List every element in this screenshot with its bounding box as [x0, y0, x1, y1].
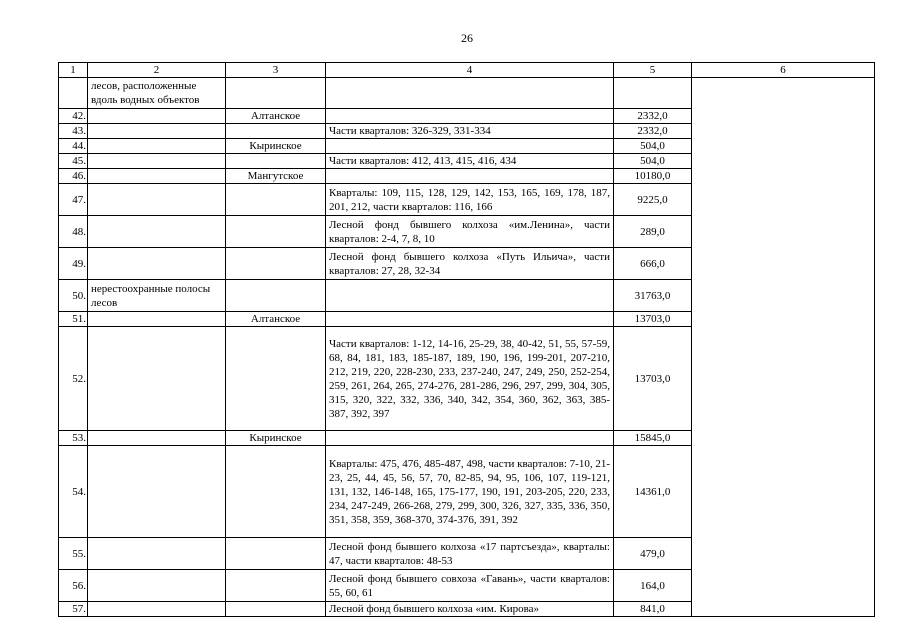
- col-header: 1: [59, 63, 88, 78]
- row-number: 55.: [59, 538, 88, 570]
- row-number: 47.: [59, 184, 88, 216]
- forestry-name: Мангутское: [226, 169, 326, 184]
- location-description: Части кварталов: 1-12, 14-16, 25-29, 38, 40-42, 51, 55, 57-59, 68, 84, 181, 183, 185-187, 189, 190, 196, 199-201, 207-210, 212, 219, 220, 228-230, 233, 237-240, 247, 249, 250, 252-254, 259, 261, 264, 265, 274-276, 281-286, 296, 297, 299, 304, 305, 315, 320, 322, 332, 336, 340, 342, 354, 360, 362, 363, 385-387, 392, 397: [326, 327, 614, 431]
- forest-table: [58, 62, 875, 617]
- area-value: 504,0: [614, 154, 692, 169]
- row-number: 57.: [59, 602, 88, 617]
- protection-category: лесов, расположенные вдоль водных объектов: [88, 78, 226, 109]
- forestry-name: [226, 248, 326, 280]
- forestry-name: [226, 327, 326, 431]
- protection-category: [88, 169, 226, 184]
- page-number: 26: [461, 31, 473, 45]
- forestry-name: [226, 602, 326, 617]
- area-value: 14361,0: [614, 446, 692, 538]
- location-description: [326, 169, 614, 184]
- location-description: Лесной фонд бывшего колхоза «им. Кирова»: [326, 602, 614, 617]
- protection-category: [88, 570, 226, 602]
- forestry-name: [226, 446, 326, 538]
- area-value: 31763,0: [614, 280, 692, 312]
- protection-category: [88, 124, 226, 139]
- protection-category: [88, 431, 226, 446]
- row-number: 49.: [59, 248, 88, 280]
- forestry-name: [226, 184, 326, 216]
- protection-category: [88, 538, 226, 570]
- location-description: [326, 431, 614, 446]
- area-value: 289,0: [614, 216, 692, 248]
- row-number: 46.: [59, 169, 88, 184]
- row-number: 43.: [59, 124, 88, 139]
- row-number: 45.: [59, 154, 88, 169]
- location-description: Кварталы: 475, 476, 485-487, 498, части кварталов: 7-10, 21-23, 25, 44, 45, 56, 57, 70, 82-85, 94, 95, 106, 107, 119-121, 131, 132, 146-148, 165, 175-177, 190, 191, 203-205, 220, 233, 234, 247-249, 266-268, 279, 299, 300, 326, 327, 335, 336, 350, 351, 358, 359, 368-370, 374-376, 391, 392: [326, 446, 614, 538]
- location-description: [326, 280, 614, 312]
- area-value: 13703,0: [614, 327, 692, 431]
- area-value: [614, 78, 692, 109]
- forestry-name: Кыринское: [226, 139, 326, 154]
- row-number: 42.: [59, 109, 88, 124]
- protection-category: [88, 139, 226, 154]
- row-number: 56.: [59, 570, 88, 602]
- col-header: 3: [226, 63, 326, 78]
- table-row: [59, 78, 875, 109]
- area-value: 841,0: [614, 602, 692, 617]
- forestry-name: Алтанское: [226, 109, 326, 124]
- row-number: 44.: [59, 139, 88, 154]
- forestry-name: [226, 570, 326, 602]
- forestry-name: [226, 154, 326, 169]
- area-value: 479,0: [614, 538, 692, 570]
- forestry-name: [226, 124, 326, 139]
- location-description: Лесной фонд бывшего колхоза «им.Ленина», части кварталов: 2-4, 7, 8, 10: [326, 216, 614, 248]
- protection-category: [88, 248, 226, 280]
- protection-category: [88, 109, 226, 124]
- area-value: 13703,0: [614, 312, 692, 327]
- forestry-name: Алтанское: [226, 312, 326, 327]
- area-value: 164,0: [614, 570, 692, 602]
- row-number: [59, 78, 88, 109]
- row-number: 50.: [59, 280, 88, 312]
- row-number: 52.: [59, 327, 88, 431]
- area-value: 2332,0: [614, 109, 692, 124]
- col-header: 4: [326, 63, 614, 78]
- table-header-row: [59, 63, 875, 78]
- protection-category: [88, 602, 226, 617]
- location-description: Части кварталов: 412, 413, 415, 416, 434: [326, 154, 614, 169]
- protection-category: [88, 154, 226, 169]
- forestry-name: [226, 216, 326, 248]
- protection-category: [88, 184, 226, 216]
- protection-category: [88, 216, 226, 248]
- column-6-cell: [692, 78, 875, 617]
- location-description: Части кварталов: 326-329, 331-334: [326, 124, 614, 139]
- location-description: [326, 139, 614, 154]
- area-value: 10180,0: [614, 169, 692, 184]
- forestry-name: [226, 78, 326, 109]
- protection-category: [88, 312, 226, 327]
- row-number: 54.: [59, 446, 88, 538]
- table-body: [59, 63, 875, 617]
- row-number: 48.: [59, 216, 88, 248]
- row-number: 51.: [59, 312, 88, 327]
- area-value: 504,0: [614, 139, 692, 154]
- area-value: 15845,0: [614, 431, 692, 446]
- location-description: [326, 78, 614, 109]
- col-header: 6: [692, 63, 875, 78]
- location-description: Лесной фонд бывшего колхоза «17 партсъезда», кварталы: 47, части кварталов: 48-53: [326, 538, 614, 570]
- location-description: Лесной фонд бывшего совхоза «Гавань», части кварталов: 55, 60, 61: [326, 570, 614, 602]
- forestry-name: [226, 280, 326, 312]
- protection-category: нерестоохранные полосы лесов: [88, 280, 226, 312]
- col-header: 5: [614, 63, 692, 78]
- forestry-name: Кыринское: [226, 431, 326, 446]
- col-header: 2: [88, 63, 226, 78]
- location-description: [326, 312, 614, 327]
- area-value: 666,0: [614, 248, 692, 280]
- area-value: 9225,0: [614, 184, 692, 216]
- location-description: Кварталы: 109, 115, 128, 129, 142, 153, 165, 169, 178, 187, 201, 212, части кварталов: 116, 166: [326, 184, 614, 216]
- location-description: Лесной фонд бывшего колхоза «Путь Ильича», части кварталов: 27, 28, 32-34: [326, 248, 614, 280]
- location-description: [326, 109, 614, 124]
- protection-category: [88, 327, 226, 431]
- area-value: 2332,0: [614, 124, 692, 139]
- row-number: 53.: [59, 431, 88, 446]
- forestry-name: [226, 538, 326, 570]
- protection-category: [88, 446, 226, 538]
